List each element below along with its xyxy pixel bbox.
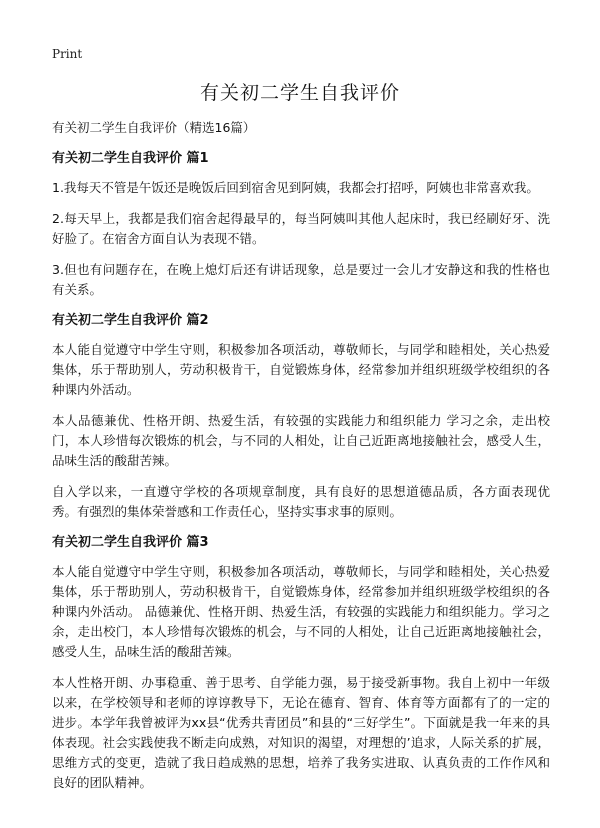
paragraph: 3.但也有问题存在，在晚上熄灯后还有讲话现象，总是要过一会儿才安静这和我的性格也有关系。 xyxy=(52,262,550,297)
section-3 xyxy=(52,533,550,793)
section-heading: 有关初二学生自我评价 篇1 xyxy=(52,151,209,166)
print-link[interactable]: Print xyxy=(52,47,83,61)
paragraph: 本人能自觉遵守中学生守则，积极参加各项活动，尊敬师长，与同学和睦相处，关心热爱集体，乐于帮助别人，劳动积极肯干，自觉锻炼身体，经常参加并组织班级学校组织的各种课内外活动。 品德兼优、性格开朗、热爱生活，有较强的实践能力和组织能力。学习之余，走出校门，本人珍惜每次锻炼的机会，与不同的人相处，让自己近距离地接触社会，感受人生，品味生活的酸甜苦辣。 xyxy=(52,564,550,659)
paragraph: 自入学以来，一直遵守学校的各项规章制度，具有良好的思想道德品质，各方面表现优秀。有强烈的集体荣誉感和工作责任心，坚持实事求事的原则。 xyxy=(52,484,550,519)
section-heading: 有关初二学生自我评价 篇3 xyxy=(52,535,209,550)
section-2 xyxy=(52,311,550,522)
document-body xyxy=(52,118,550,804)
document-title: 有关初二学生自我评价 xyxy=(199,82,400,104)
paragraph: 本人性格开朗、办事稳重、善于思考、自学能力强，易于接受新事物。我自上初中一年级以来，在学校领导和老师的谆谆教导下，无论在德育、智育、体育等方面都有了的一定的进步。本学年我曾被评为xx县“优秀共青团员”和县的“三好学生”。下面就是我一年来的具体表现。社会实践使我不断走向成熟，对知识的渴望，对理想的’追求，人际关系的扩展，思维方式的变更，造就了我日趋成熟的思想，培养了我务实进取、认真负责的工作作风和良好的团队精神。 xyxy=(52,675,550,790)
paragraph: 本人品德兼优、性格开朗、热爱生活，有较强的实践能力和组织能力 学习之余，走出校门，本人珍惜每次锻炼的机会，与不同的人相处，让自己近距离地接触社会，感受人生，品味生活的酸甜苦辣。 xyxy=(52,413,550,468)
section-1 xyxy=(52,149,550,300)
section-heading: 有关初二学生自我评价 篇2 xyxy=(52,313,209,328)
paragraph: 本人能自觉遵守中学生守则，积极参加各项活动，尊敬师长，与同学和睦相处，关心热爱集体，乐于帮助别人，劳动积极肯干，自觉锻炼身体，经常参加并组织班级学校组织的各种课内外活动。 xyxy=(52,342,550,397)
paragraph: 1.我每天不管是午饭还是晚饭后回到宿舍见到阿姨，我都会打招呼，阿姨也非常喜欢我。 xyxy=(52,180,539,195)
document-subtitle: 有关初二学生自我评价（精选16篇） xyxy=(52,120,256,135)
paragraph: 2.每天早上，我都是我们宿舍起得最早的，每当阿姨叫其他人起床时，我已经刷好牙、洗好脸了。在宿舍方面自认为表现不错。 xyxy=(52,211,550,246)
